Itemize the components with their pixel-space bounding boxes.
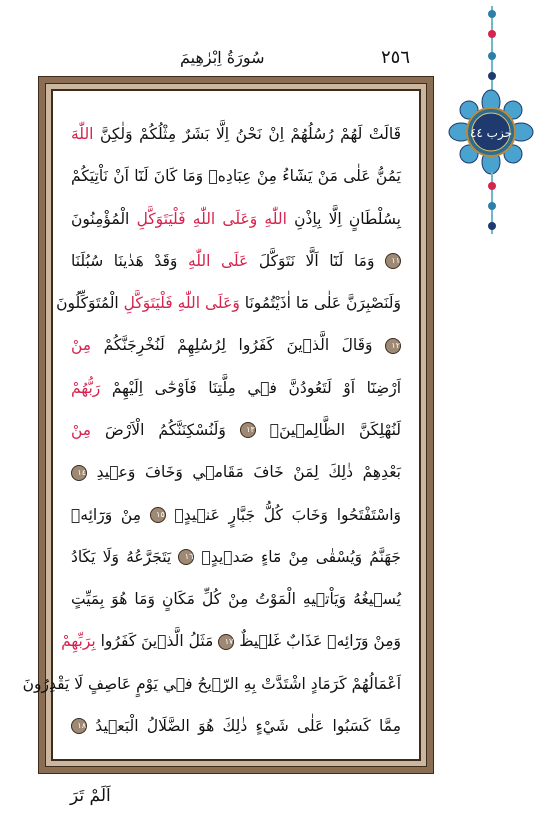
highlighted-word: بِرَبِّهِمْ bbox=[61, 632, 96, 651]
verse-text: يُس۪يغُهُ وَيَاْت۪يهِ الْمَوْتُ مِنْ كُلِّ مَكَانٍ وَمَا هُوَ بِمَيِّتٍ bbox=[71, 590, 401, 609]
ornament-bead bbox=[488, 72, 496, 80]
verse-line bbox=[71, 248, 401, 274]
highlighted-word: عَلَى اللّٰهِ bbox=[187, 251, 249, 270]
verse-text: جَهَنَّمُ وَيُسْقٰى مِنْ مَٓاءٍ صَد۪يدٍۙ bbox=[194, 547, 401, 566]
verse-text: اَعْمَالُهُمْ كَرَمَادٍ اشْتَدَّتْ بِهِ الرّ۪يحُ ف۪ي يَوْمٍ عَاصِفٍ لَا يَقْدِرُونَ bbox=[22, 674, 401, 693]
page-header bbox=[180, 44, 410, 70]
verse-text: بَعْدِهِمْ ذٰلِكَ لِمَنْ خَافَ مَقَام۪ي وَخَافَ وَع۪يدِ bbox=[87, 463, 401, 482]
ayah-marker: ١٣ bbox=[240, 422, 256, 438]
ayah-marker: ١٤ bbox=[71, 465, 87, 481]
verse-line bbox=[61, 628, 401, 654]
verse-line bbox=[56, 290, 401, 316]
verse-lines bbox=[22, 121, 402, 739]
verse-text: وَقَدْ هَدٰينَا سُبُلَنَا bbox=[71, 251, 188, 270]
verse-line bbox=[71, 163, 401, 189]
verse-text: وَلَنَصْبِرَنَّ عَلٰى مَٓا اٰذَيْتُمُونَا bbox=[239, 294, 401, 313]
ayah-marker: ١٥ bbox=[150, 507, 166, 523]
verse-line bbox=[22, 671, 401, 697]
verse-line bbox=[71, 206, 401, 232]
highlighted-word: رَبُّهُمْ bbox=[71, 378, 101, 397]
ayah-marker: ١١ bbox=[385, 253, 401, 269]
ornament-bead bbox=[488, 10, 496, 18]
ornament-bead bbox=[488, 202, 496, 210]
ornament-bead bbox=[488, 52, 496, 60]
verse-text: وَمِنْ وَرَٓائِه۪ عَذَابٌ غَل۪يظٌ bbox=[234, 632, 401, 651]
verse-text: وَاسْتَفْتَحُوا وَخَابَ كُلُّ جَبَّارٍ عَن۪يدٍۙ bbox=[165, 505, 401, 524]
highlighted-word: مِنْ bbox=[71, 336, 92, 355]
verse-text: الْمُؤْمِنُونَ bbox=[71, 209, 137, 228]
ayah-marker: ١٦ bbox=[178, 549, 194, 565]
verse-text: وَلَنُسْكِنَنَّكُمُ الْاَرْضَ bbox=[91, 420, 240, 439]
verse-text: وَمَا لَنَٓا اَلَّا نَتَوَكَّلَ bbox=[248, 251, 386, 270]
ayah-marker: ١٨ bbox=[71, 718, 87, 734]
highlighted-word: وَعَلَى اللّٰهِ فَلْيَتَوَكَّلِ bbox=[123, 294, 240, 313]
verse-text: اَرْضِنَٓا اَوْ لَتَعُودُنَّ ف۪ي مِلَّتِنَا فَاَوْحٰٓى اِلَيْهِمْ bbox=[100, 378, 401, 397]
verse-text: يَمُنُّ عَلٰى مَنْ يَشَٓاءُ مِنْ عِبَادِه۪ وَمَا كَانَ لَنَٓا اَنْ نَاْتِيَكُمْ bbox=[71, 167, 401, 186]
ayah-marker: ١٧ bbox=[218, 634, 234, 650]
catchword: اَلَمْ تَرَ bbox=[70, 786, 111, 806]
text-frame bbox=[22, 76, 434, 774]
verse-text: مِنْ وَرَٓائِه۪ bbox=[71, 505, 150, 524]
page-number: ٢٥٦ bbox=[380, 46, 410, 68]
highlighted-word: اللّٰهِ وَعَلَى اللّٰهِ فَلْيَتَوَكَّلِ bbox=[136, 209, 287, 228]
verse-text: وَقَالَ الَّذ۪ينَ كَفَرُوا لِرُسُلِهِمْ لَنُخْرِجَنَّكُمْ bbox=[91, 336, 385, 355]
highlighted-word: مِنْ bbox=[71, 420, 92, 439]
ornament-bead bbox=[488, 182, 496, 190]
verse-line bbox=[71, 544, 401, 570]
verse-line bbox=[71, 121, 401, 147]
verse-line bbox=[71, 332, 401, 358]
ornament-bead bbox=[488, 30, 496, 38]
verse-line bbox=[71, 502, 401, 528]
verse-line bbox=[71, 713, 401, 739]
verse-line bbox=[71, 417, 401, 443]
verse-line bbox=[71, 586, 401, 612]
highlighted-word: اللّٰهَ bbox=[71, 125, 94, 143]
frame-border bbox=[22, 83, 427, 767]
verse-text: يَتَجَرَّعُهُ وَلَا يَكَادُ bbox=[71, 547, 179, 566]
ayah-marker: ١٢ bbox=[385, 338, 401, 354]
surah-title: سُورَةُ اِبْرٰهِيمَ bbox=[180, 47, 265, 67]
ornament-bead bbox=[488, 222, 496, 230]
hizb-label: حزب ٤٤ bbox=[469, 126, 513, 140]
verse-text: مِمَّا كَسَبُوا عَلٰى شَيْءٍ ذٰلِكَ هُوَ الضَّلَالُ الْبَع۪يدُ bbox=[87, 716, 401, 735]
verse-text: مَثَلُ الَّذ۪ينَ كَفَرُوا bbox=[95, 632, 219, 651]
verse-text: لَنُهْلِكَنَّ الظَّالِم۪ينَۙ bbox=[255, 420, 402, 439]
text-panel bbox=[22, 89, 421, 761]
verse-text: الْمُتَوَكِّلُونَ bbox=[56, 294, 124, 313]
verse-text: بِسُلْطَانٍ اِلَّا بِاِذْنِ bbox=[286, 209, 402, 228]
verse-line bbox=[71, 375, 401, 401]
verse-line bbox=[71, 459, 401, 485]
hizb-medallion-icon bbox=[451, 92, 531, 172]
verse-text: قَالَتْ لَهُمْ رُسُلُهُمْ اِنْ نَحْنُ اِلَّا بَشَرٌ مِثْلُكُمْ وَلٰكِنَّ bbox=[93, 125, 401, 143]
